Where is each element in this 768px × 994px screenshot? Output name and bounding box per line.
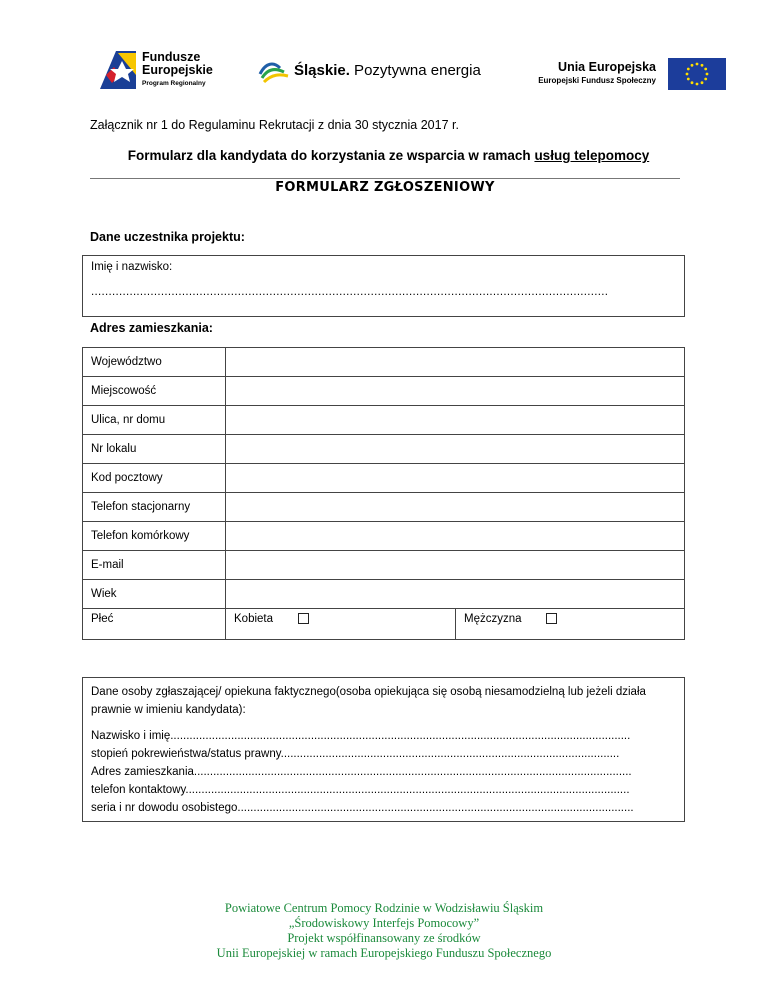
address-section-label: Adres zamieszkania:	[90, 321, 213, 335]
table-row	[83, 522, 685, 551]
guardian-relation-line[interactable]: stopień pokrewieństwa/status prawny..........................................................................................................	[91, 748, 620, 760]
fundusze-europejskie-logo	[96, 45, 236, 95]
guardian-address-line[interactable]: Adres zamieszkania.........................................................................................................................................	[91, 766, 632, 778]
fe-line-1: Fundusze	[142, 50, 201, 64]
footer-line-1: Powiatowe Centrum Pomocy Rodzinie w Wodzisławiu Śląskim	[224, 901, 544, 915]
ue-subtitle: Europejski Fundusz Społeczny	[538, 76, 656, 85]
landline-field[interactable]	[226, 493, 685, 522]
row-label-email: E-mail	[83, 551, 226, 580]
table-row	[83, 493, 685, 522]
name-field-box[interactable]	[82, 255, 685, 317]
table-row	[83, 580, 685, 609]
street-field[interactable]	[226, 406, 685, 435]
guardian-intro: Dane osoby zgłaszającej/ opiekuna faktycznego(osoba opiekująca się osobą niesamodzielną lub jeżeli działa prawnie w imieniu kandydata):	[91, 686, 646, 716]
guardian-name-line[interactable]: Nazwisko i imię................................................................................................................................................	[91, 730, 631, 742]
male-option[interactable]	[456, 609, 538, 640]
fe-line-2: Europejskie	[142, 63, 213, 77]
fe-line-3: Program Regionalny	[142, 80, 206, 87]
apartment-field[interactable]	[226, 435, 685, 464]
sex-spacer	[366, 609, 456, 640]
document-title	[90, 148, 687, 163]
row-label-landline: Telefon stacjonarny	[83, 493, 226, 522]
fe-star-icon	[96, 45, 140, 93]
sex-row	[83, 609, 685, 640]
row-label-street: Ulica, nr domu	[83, 406, 226, 435]
footer-line-2: „Środowiskowy Interfejs Pomocowy”	[288, 916, 480, 930]
table-row	[83, 551, 685, 580]
name-dots: ....................................................................................................................................................	[91, 286, 609, 298]
footer-line-3: Projekt współfinansowany ze środków	[287, 931, 481, 945]
table-row	[83, 348, 685, 377]
title-prefix: Formularz dla kandydata do korzystania ze wsparcia w ramach	[127, 148, 535, 163]
table-row	[83, 406, 685, 435]
sex-label: Płeć	[83, 609, 226, 640]
male-label: Mężczyzna	[464, 613, 522, 625]
ue-text-logo	[530, 60, 656, 85]
slaskie-wave-icon	[258, 58, 290, 84]
address-table	[82, 347, 685, 640]
footer-line-4: Unii Europejskiej w ramach Europejskiego Funduszu Społecznego	[216, 946, 552, 960]
row-label-age: Wiek	[83, 580, 226, 609]
email-field[interactable]	[226, 551, 685, 580]
table-row	[83, 435, 685, 464]
table-row	[83, 377, 685, 406]
postal-code-field[interactable]	[226, 464, 685, 493]
city-field[interactable]	[226, 377, 685, 406]
row-label-city: Miejscowość	[83, 377, 226, 406]
form-title: FORMULARZ ZGŁOSZENIOWY	[275, 180, 495, 195]
slaskie-slogan: Pozytywna energia	[349, 62, 481, 79]
guardian-id-line[interactable]: seria i nr dowodu osobistego............................................................................................................................	[91, 802, 634, 814]
mobile-field[interactable]	[226, 522, 685, 551]
eu-flag-icon	[668, 58, 726, 90]
female-option[interactable]	[226, 609, 366, 640]
attachment-note: Załącznik nr 1 do Regulaminu Rekrutacji z dnia 30 stycznia 2017 r.	[90, 118, 459, 132]
title-underlined: usług telepomocy	[534, 148, 650, 163]
row-label-postal-code: Kod pocztowy	[83, 464, 226, 493]
footer	[0, 901, 768, 961]
title-divider	[90, 178, 680, 179]
slaskie-name: Śląskie.	[294, 62, 350, 79]
row-label-apartment: Nr lokalu	[83, 435, 226, 464]
row-label-voivodeship: Województwo	[83, 348, 226, 377]
male-checkbox[interactable]	[546, 613, 557, 624]
guardian-phone-line[interactable]: telefon kontaktowy...........................................................................................................................................	[91, 784, 630, 796]
female-label: Kobieta	[234, 613, 274, 625]
row-label-mobile: Telefon komórkowy	[83, 522, 226, 551]
participant-section-label: Dane uczestnika projektu:	[90, 230, 245, 244]
age-field[interactable]	[226, 580, 685, 609]
female-checkbox[interactable]	[298, 613, 309, 624]
male-checkbox-cell[interactable]	[538, 609, 685, 640]
guardian-box	[82, 677, 685, 822]
table-row	[83, 464, 685, 493]
voivodeship-field[interactable]	[226, 348, 685, 377]
name-label: Imię i nazwisko:	[91, 261, 173, 273]
ue-title: Unia Europejska	[558, 60, 656, 74]
